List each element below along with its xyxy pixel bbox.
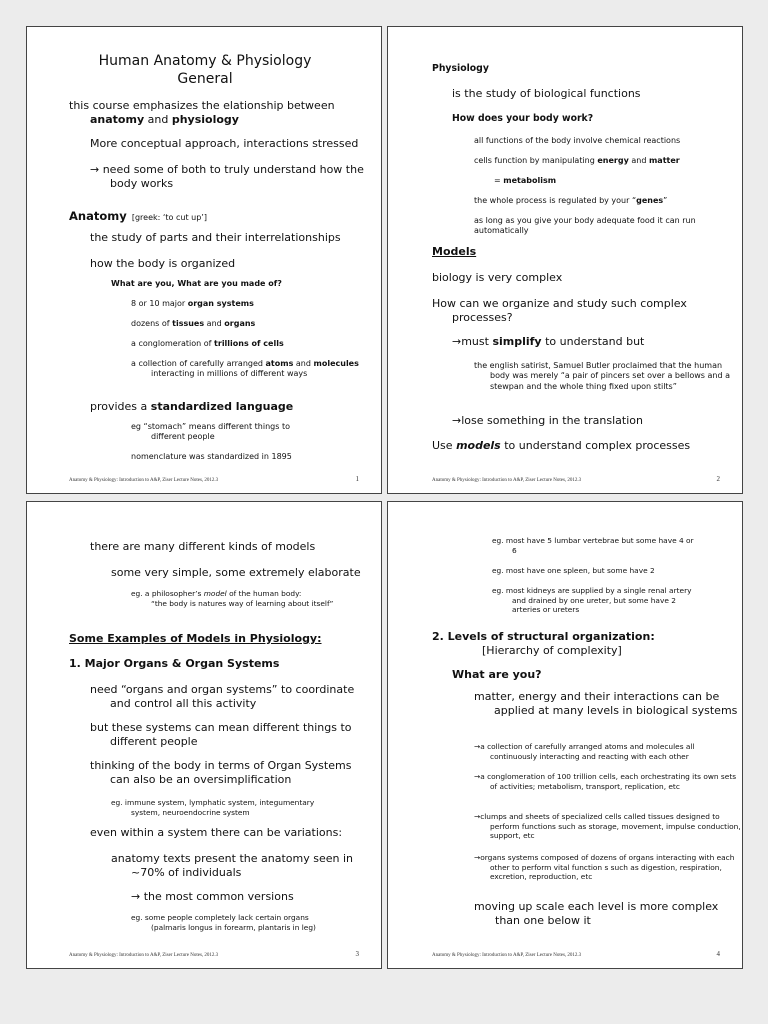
- page-number: 2: [716, 475, 720, 483]
- text: eg “stomach” means different things to: [131, 422, 290, 431]
- systems-example: [111, 798, 314, 817]
- need-text: [90, 163, 364, 192]
- list-item: all functions of the body involve chemical reactions: [474, 136, 681, 145]
- term: tissues: [172, 319, 205, 328]
- organize-question: [432, 297, 687, 326]
- text: [Hierarchy of complexity]: [482, 644, 622, 658]
- philosopher-example: [131, 589, 333, 608]
- anatomy-term: Anatomy: [69, 209, 127, 223]
- question-what-are-you: What are you, What are you made of?: [111, 279, 282, 288]
- text: 6: [512, 545, 517, 555]
- greek-note: [greek: ‘to cut up’]: [131, 213, 207, 222]
- text: and: [631, 156, 647, 165]
- list-item: [131, 299, 254, 309]
- question-how-body-works: How does your body work?: [452, 113, 594, 124]
- lack-organs-example: [131, 913, 316, 932]
- text: interacting in millions of different ways: [151, 369, 308, 379]
- text: of the human body:: [229, 589, 302, 598]
- text: to understand complex processes: [504, 439, 691, 452]
- kidney-example: [492, 586, 691, 615]
- text: (palmaris longus in forearm, plantaris in leg): [151, 922, 316, 932]
- kinds-of-models-text: there are many different kinds of models: [90, 540, 316, 553]
- list-item: [131, 339, 284, 349]
- slide-1: [26, 26, 382, 494]
- study-parts-text: the study of parts and their interrelationships: [90, 231, 341, 244]
- coordinate-text: [90, 683, 354, 712]
- list-item: [474, 196, 667, 206]
- page-number: 1: [355, 475, 359, 483]
- text: system, neuroendocrine system: [131, 807, 250, 817]
- term: standardized language: [150, 400, 294, 413]
- text: =: [494, 176, 501, 185]
- text: moving up scale each level is more complex: [474, 900, 719, 913]
- standardized-language-text: [90, 400, 293, 414]
- question-what-are-you: What are you?: [452, 668, 542, 681]
- spleen-example: eg. most have one spleen, but some have 2: [492, 566, 655, 575]
- text: ”: [663, 196, 668, 205]
- lumbar-example: [492, 536, 694, 555]
- text: eg. most have 5 lumbar vertebrae but some have 4 or: [492, 536, 694, 545]
- text: → need some of both to truly understand how the: [90, 163, 364, 176]
- use-models-text: [432, 439, 690, 453]
- moving-up-scale-text: [474, 900, 718, 929]
- page-number: 4: [716, 950, 720, 958]
- organized-text: how the body is organized: [90, 257, 236, 270]
- level-atoms: →a collection of carefully arranged atoms and molecules all continuously interacting and reacting with each other: [474, 742, 695, 761]
- title-line-2: General: [177, 70, 233, 87]
- term: metabolism: [503, 176, 557, 185]
- complex-text: biology is very complex: [432, 271, 563, 284]
- levels-heading: [432, 630, 655, 659]
- examples-heading: Some Examples of Models in Physiology:: [69, 632, 322, 645]
- page-number: 3: [355, 950, 359, 958]
- term: molecules: [313, 359, 359, 368]
- text: 8 or 10 major: [131, 299, 186, 308]
- term: genes: [636, 196, 664, 205]
- conceptual-text: More conceptual approach, interactions stressed: [90, 137, 359, 150]
- term-anatomy: anatomy: [90, 113, 145, 127]
- text: 2. Levels of structural organization:: [432, 630, 655, 643]
- nomenclature-text: nomenclature was standardized in 1895: [131, 452, 292, 461]
- text: processes?: [452, 311, 513, 325]
- emphasis-text: [69, 99, 335, 128]
- list-item: [494, 176, 556, 186]
- text: provides a: [90, 400, 148, 413]
- text: →must: [452, 335, 489, 348]
- text: dozens of: [131, 319, 170, 328]
- slide-1-title: [27, 53, 382, 88]
- anatomy-heading: [69, 205, 207, 226]
- slide-3: [26, 501, 382, 969]
- text: a conglomeration of: [131, 339, 212, 348]
- text: and control all this activity: [110, 697, 257, 711]
- term: simplify: [492, 335, 542, 348]
- text: “the body is natures way of learning about itself”: [151, 598, 334, 608]
- text: the whole process is regulated by your “: [474, 196, 637, 205]
- variations-text: even within a system there can be variations:: [90, 826, 343, 839]
- text: a collection of carefully arranged: [131, 359, 263, 368]
- term-physiology: physiology: [171, 113, 239, 127]
- text: can also be an oversimplification: [110, 773, 292, 787]
- slide-footer: Anatomy & Physiology: Introduction to A&P, Ziser Lecture Notes, 2012.3: [69, 478, 219, 483]
- text: but these systems can mean different things to: [90, 721, 352, 734]
- butler-quote: the english satirist, Samuel Butler proclaimed that the human body was merely “a pair of pincers set over a bellows and a stewpan and the whole thing fixed upon stilts”: [474, 361, 730, 391]
- list-item: [474, 156, 680, 166]
- term: trillions of cells: [214, 339, 284, 348]
- matter-energy-text: matter, energy and their interactions can be applied at many levels in biological systems: [474, 690, 738, 718]
- text: eg. most kidneys are supplied by a single renal artery: [492, 586, 692, 595]
- text: anatomy texts present the anatomy seen in: [111, 852, 353, 865]
- level-tissues: →clumps and sheets of specialized cells called tissues designed to perform functions such as storage, movement, impulse conduction, support, etc: [474, 812, 741, 841]
- slide-footer: Anatomy & Physiology: Introduction to A&P, Ziser Lecture Notes, 2012.3: [432, 953, 582, 958]
- stomach-example: [131, 422, 290, 443]
- text: different people: [151, 432, 215, 442]
- text: Use: [432, 439, 453, 452]
- term: models: [456, 439, 501, 452]
- term: atoms: [265, 359, 294, 368]
- simplify-text: [452, 335, 644, 349]
- slide-2: [387, 26, 743, 494]
- slide-footer: Anatomy & Physiology: Introduction to A&P, Ziser Lecture Notes, 2012.3: [432, 478, 582, 483]
- oversimplification-text: [90, 759, 351, 788]
- organ-systems-heading: 1. Major Organs & Organ Systems: [69, 657, 280, 670]
- text: and: [147, 113, 169, 127]
- list-item: [131, 319, 255, 329]
- text: eg. a philosopher’s: [131, 589, 202, 598]
- text: and drained by one ureter, but some have 2: [512, 595, 676, 605]
- common-versions-text: → the most common versions: [131, 890, 294, 903]
- physiology-heading: Physiology: [432, 63, 489, 74]
- different-things-text: [90, 721, 352, 750]
- term: energy: [597, 156, 629, 165]
- text: arteries or ureters: [512, 605, 580, 615]
- term: organs: [224, 319, 256, 328]
- lose-translation-text: →lose something in the translation: [452, 414, 643, 427]
- list-item: as long as you give your body adequate food it can run automatically: [474, 216, 696, 236]
- slide-4: [387, 501, 743, 969]
- text: and: [206, 319, 222, 328]
- level-organ-systems: →organs systems composed of dozens of organs interacting with each other to perform vital function s such as digestion, respiration, excretion, reproduction, etc: [474, 853, 735, 882]
- slide-footer: Anatomy & Physiology: Introduction to A&P, Ziser Lecture Notes, 2012.3: [69, 953, 219, 958]
- text: thinking of the body in terms of Organ Systems: [90, 759, 352, 772]
- text: and: [295, 359, 311, 368]
- text: body works: [110, 177, 174, 191]
- text: cells function by manipulating: [474, 156, 595, 165]
- title-line-1: Human Anatomy & Physiology: [98, 53, 312, 69]
- anatomy-texts-text: [111, 852, 353, 881]
- biological-functions-text: is the study of biological functions: [452, 87, 641, 100]
- text: eg. immune system, lymphatic system, integumentary: [111, 798, 315, 807]
- text: to understand but: [545, 335, 645, 348]
- term: model: [203, 589, 227, 598]
- term: organ systems: [187, 299, 254, 308]
- simple-elaborate-text: some very simple, some extremely elaborate: [111, 566, 361, 579]
- list-item: [131, 359, 371, 380]
- text: need “organs and organ systems” to coordinate: [90, 683, 355, 696]
- text: different people: [110, 735, 198, 749]
- text: this course emphasizes the elationship between: [69, 99, 335, 112]
- text: How can we organize and study such complex: [432, 297, 687, 310]
- level-cells: →a conglomeration of 100 trillion cells, each orchestrating its own sets of activities; metabolism, transport, replication, etc: [474, 772, 737, 791]
- term: matter: [648, 156, 680, 165]
- text: ~70% of individuals: [131, 866, 242, 880]
- text: eg. some people completely lack certain organs: [131, 913, 309, 922]
- text: than one below it: [495, 914, 591, 928]
- models-heading: Models: [432, 245, 477, 258]
